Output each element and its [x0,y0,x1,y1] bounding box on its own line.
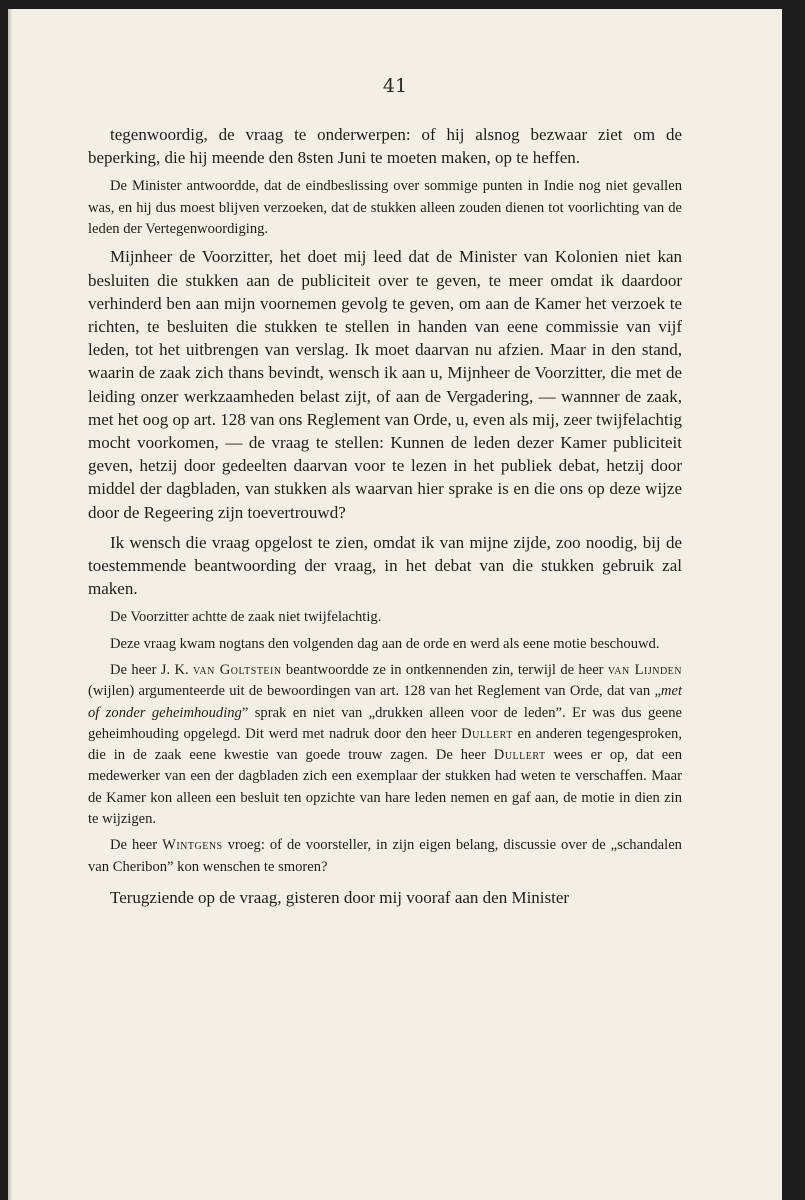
paragraph [88,835,682,878]
person-name: Wintgens [162,837,223,854]
paragraph [88,531,682,601]
text-run: beantwoordde ze in ontkennenden zin, terwijl de heer [281,661,608,678]
paragraph [88,607,682,628]
text-run: De Minister antwoordde, dat de eindbeslissing over sommige punten in Indie nog niet gevallen was, en hij dus moest blijven verzoeken, dat de stukken alleen zouden dienen tot voorlichting van de leden der Vertegenwoordiging. [88,178,682,237]
paragraph [88,660,682,830]
text-run: ” sprak en niet van „drukken alleen voor de leden”. Er was dus geene geheimhouding opgelegd. Dit werd met nadruk door den heer [88,704,682,742]
text-run: Mijnheer de Voorzitter, het doet mij leed dat de Minister van Kolonien niet kan besluiten die stukken aan de publiciteit over te geven, te meer omdat ik daardoor verhinderd ben aan mijn voornemen gevolg te geven, om aan de Kamer het verzoek te richten, te besluiten die stukken te stellen in handen van eene commissie van vijf leden, tot het uitbrengen van verslag. Ik moet daarvan nu afzien. Maar in den stand, waarin de zaak zich thans bevindt, wensch ik aan u, Mijnheer de Voorzitter, die met de leiding onzer werkzaamheden belast zijt, of aan de Vergadering, — wannner de zaak, met het oog op art. 128 van ons Reglement van Orde, u, even als mij, zeer twijfelachtig mocht voorkomen, — de vraag te stellen: Kunnen de leden dezer Kamer publiciteit geven, hetzij door gedeelten daarvan voor te lezen in het publiek debat, hetzij door middel der dagbladen, van stukken als waarvan hier sprake is en die ons op deze wijze door de Regeering zijn toevertrouwd? [88,247,682,522]
text-run: De Voorzitter achtte de zaak niet twijfelachtig. [110,609,382,626]
text-run: tegenwoordig, de vraag te onderwerpen: of hij alsnog bezwaar ziet om de beperking, die hij meende den 8sten Juni te moeten maken, op te heffen. [88,125,682,168]
text-run: vroeg: of de voorsteller, in zijn eigen belang, discussie over de „schandalen van Cheribon” kon wenschen te smoren? [88,837,682,875]
text-run: wees er op, dat een medewerker van een der dagbladen zich een exemplaar der stukken had weten te verschaffen. Maar de Kamer kon alleen een besluit ten opzichte van hare leden nemen en gaf aan, de motie in dien zin te wijzigen. [88,747,682,828]
person-name: Dullert [461,725,513,742]
page-number: 41 [382,75,408,97]
text-run: en anderen tegengesproken, die in de zaak eene kwestie van goede trouw zagen. De heer [88,725,682,764]
text-run: Deze vraag kwam nogtans den volgenden dag aan de orde en werd als eene motie beschouwd. [110,635,660,652]
paragraph [88,886,682,909]
quoted-phrase: met of zonder geheimhouding [88,683,682,721]
text-run: Ik wensch die vraag opgelost te zien, omdat ik van mijne zijde, zoo noodig, bij de toestemmende beantwoording der vraag, in het debat van die stukken gebruik zal maken. [88,532,682,599]
person-name: van Lijnden [607,661,682,678]
person-name: Dullert [493,747,546,764]
paragraph [88,245,682,523]
person-name: van Goltstein [192,661,282,678]
paragraph [88,176,682,240]
book-page [8,9,782,1200]
paragraph [88,634,682,655]
paragraph [88,123,682,169]
text-run: (wijlen) argumenteerde uit de bewoordingen van art. 128 van het Reglement van Orde, dat van „ [88,683,661,700]
page-edge [8,9,12,1200]
body-text [88,123,682,916]
text-run: De heer J. K. [110,661,193,678]
text-run: De heer [110,837,163,854]
text-run: Terugziende op de vraag, gisteren door mij vooraf aan den Minister [110,887,570,907]
